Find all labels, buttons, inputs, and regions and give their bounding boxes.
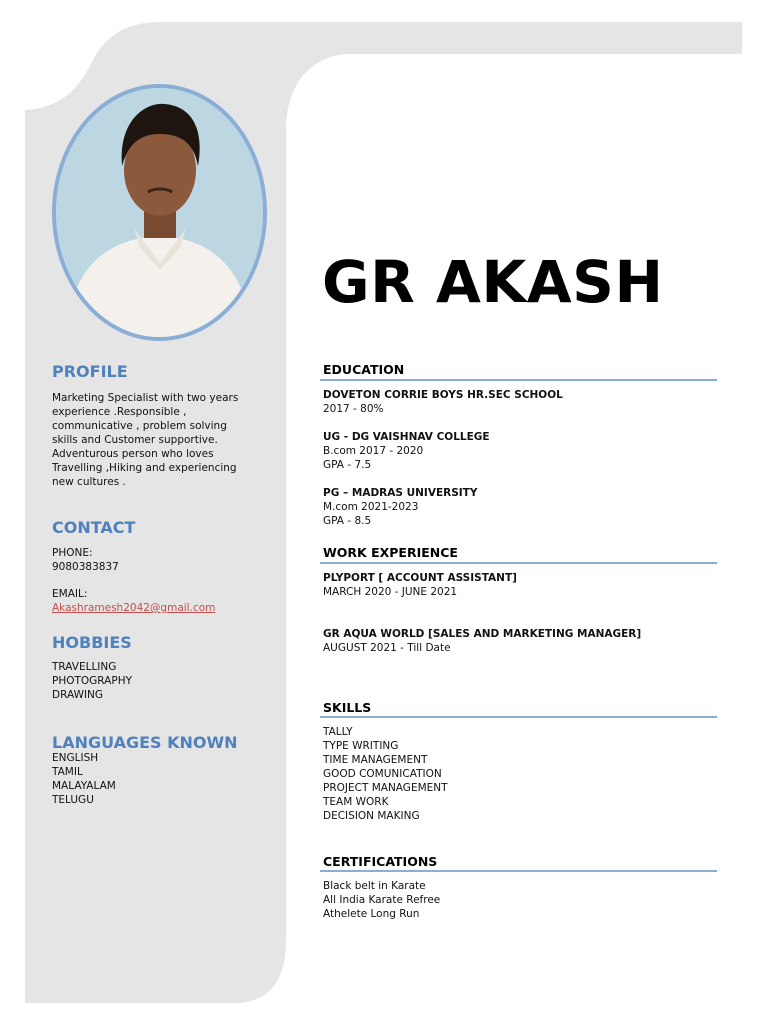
education-entry <box>323 430 718 472</box>
education-detail: M.com 2021-2023 <box>323 501 419 513</box>
profile-summary: Marketing Specialist with two years experience .Responsible , communicative , problem solving skills and Customer supportive. Adventurous person who loves Travelling ,Hiking and experiencing new cultures . <box>52 392 239 488</box>
certifications-divider <box>320 870 717 872</box>
phone-value: 9080383837 <box>52 561 119 573</box>
skill-item: TYPE WRITING <box>323 740 399 752</box>
hobbies-heading: HOBBIES <box>52 633 132 652</box>
profile-photo <box>52 84 267 341</box>
skill-item: GOOD COMUNICATION <box>323 768 442 780</box>
skill-item: DECISION MAKING <box>323 810 420 822</box>
skills-list <box>323 725 448 823</box>
work-entry <box>323 627 718 655</box>
skills-heading: SKILLS <box>323 700 372 715</box>
language-item: TAMIL <box>52 766 83 778</box>
hobby-item: DRAWING <box>52 689 104 701</box>
hobby-item: PHOTOGRAPHY <box>52 675 133 687</box>
education-heading: EDUCATION <box>323 362 405 377</box>
email-label: EMAIL: <box>52 588 88 600</box>
certification-item: Athelete Long Run <box>323 908 420 920</box>
education-entry <box>323 486 718 528</box>
language-item: ENGLISH <box>52 752 99 764</box>
work-title: GR AQUA WORLD [SALES AND MARKETING MANAGER] <box>323 628 642 640</box>
education-detail: 2017 - 80% <box>323 403 384 415</box>
hobby-item: TRAVELLING <box>52 661 117 673</box>
language-item: MALAYALAM <box>52 780 116 792</box>
education-divider <box>320 379 717 381</box>
languages-list <box>52 751 116 807</box>
contact-heading: CONTACT <box>52 518 136 537</box>
education-title: DOVETON CORRIE BOYS HR.SEC SCHOOL <box>323 389 563 401</box>
work-heading: WORK EXPERIENCE <box>323 545 458 560</box>
work-dates: AUGUST 2021 - Till Date <box>323 642 451 654</box>
education-entry <box>323 388 718 416</box>
email-link[interactable]: Akashramesh2042@gmail.com <box>52 602 216 614</box>
certifications-list <box>323 879 440 921</box>
hobbies-list <box>52 660 132 702</box>
work-divider <box>320 562 717 564</box>
education-title: PG – MADRAS UNIVERSITY <box>323 487 478 499</box>
language-item: TELUGU <box>52 794 94 806</box>
education-detail: B.com 2017 - 2020 <box>323 445 424 457</box>
certifications-heading: CERTIFICATIONS <box>323 854 438 869</box>
certification-item: All India Karate Refree <box>323 894 441 906</box>
languages-heading: LANGUAGES KNOWN <box>52 733 238 752</box>
certification-item: Black belt in Karate <box>323 880 426 892</box>
work-dates: MARCH 2020 - JUNE 2021 <box>323 586 458 598</box>
phone-label: PHONE: <box>52 547 93 559</box>
person-name: GR AKASH <box>322 248 664 316</box>
skill-item: TIME MANAGEMENT <box>323 754 428 766</box>
skill-item: PROJECT MANAGEMENT <box>323 782 448 794</box>
education-title: UG - DG VAISHNAV COLLEGE <box>323 431 490 443</box>
education-detail: GPA - 8.5 <box>323 515 372 527</box>
skills-divider <box>320 716 717 718</box>
portrait-image <box>56 88 263 337</box>
skill-item: TEAM WORK <box>323 796 389 808</box>
skill-item: TALLY <box>323 726 353 738</box>
profile-heading: PROFILE <box>52 362 128 381</box>
work-entry <box>323 571 718 599</box>
work-title: PLYPORT [ ACCOUNT ASSISTANT] <box>323 572 517 584</box>
education-detail: GPA - 7.5 <box>323 459 372 471</box>
